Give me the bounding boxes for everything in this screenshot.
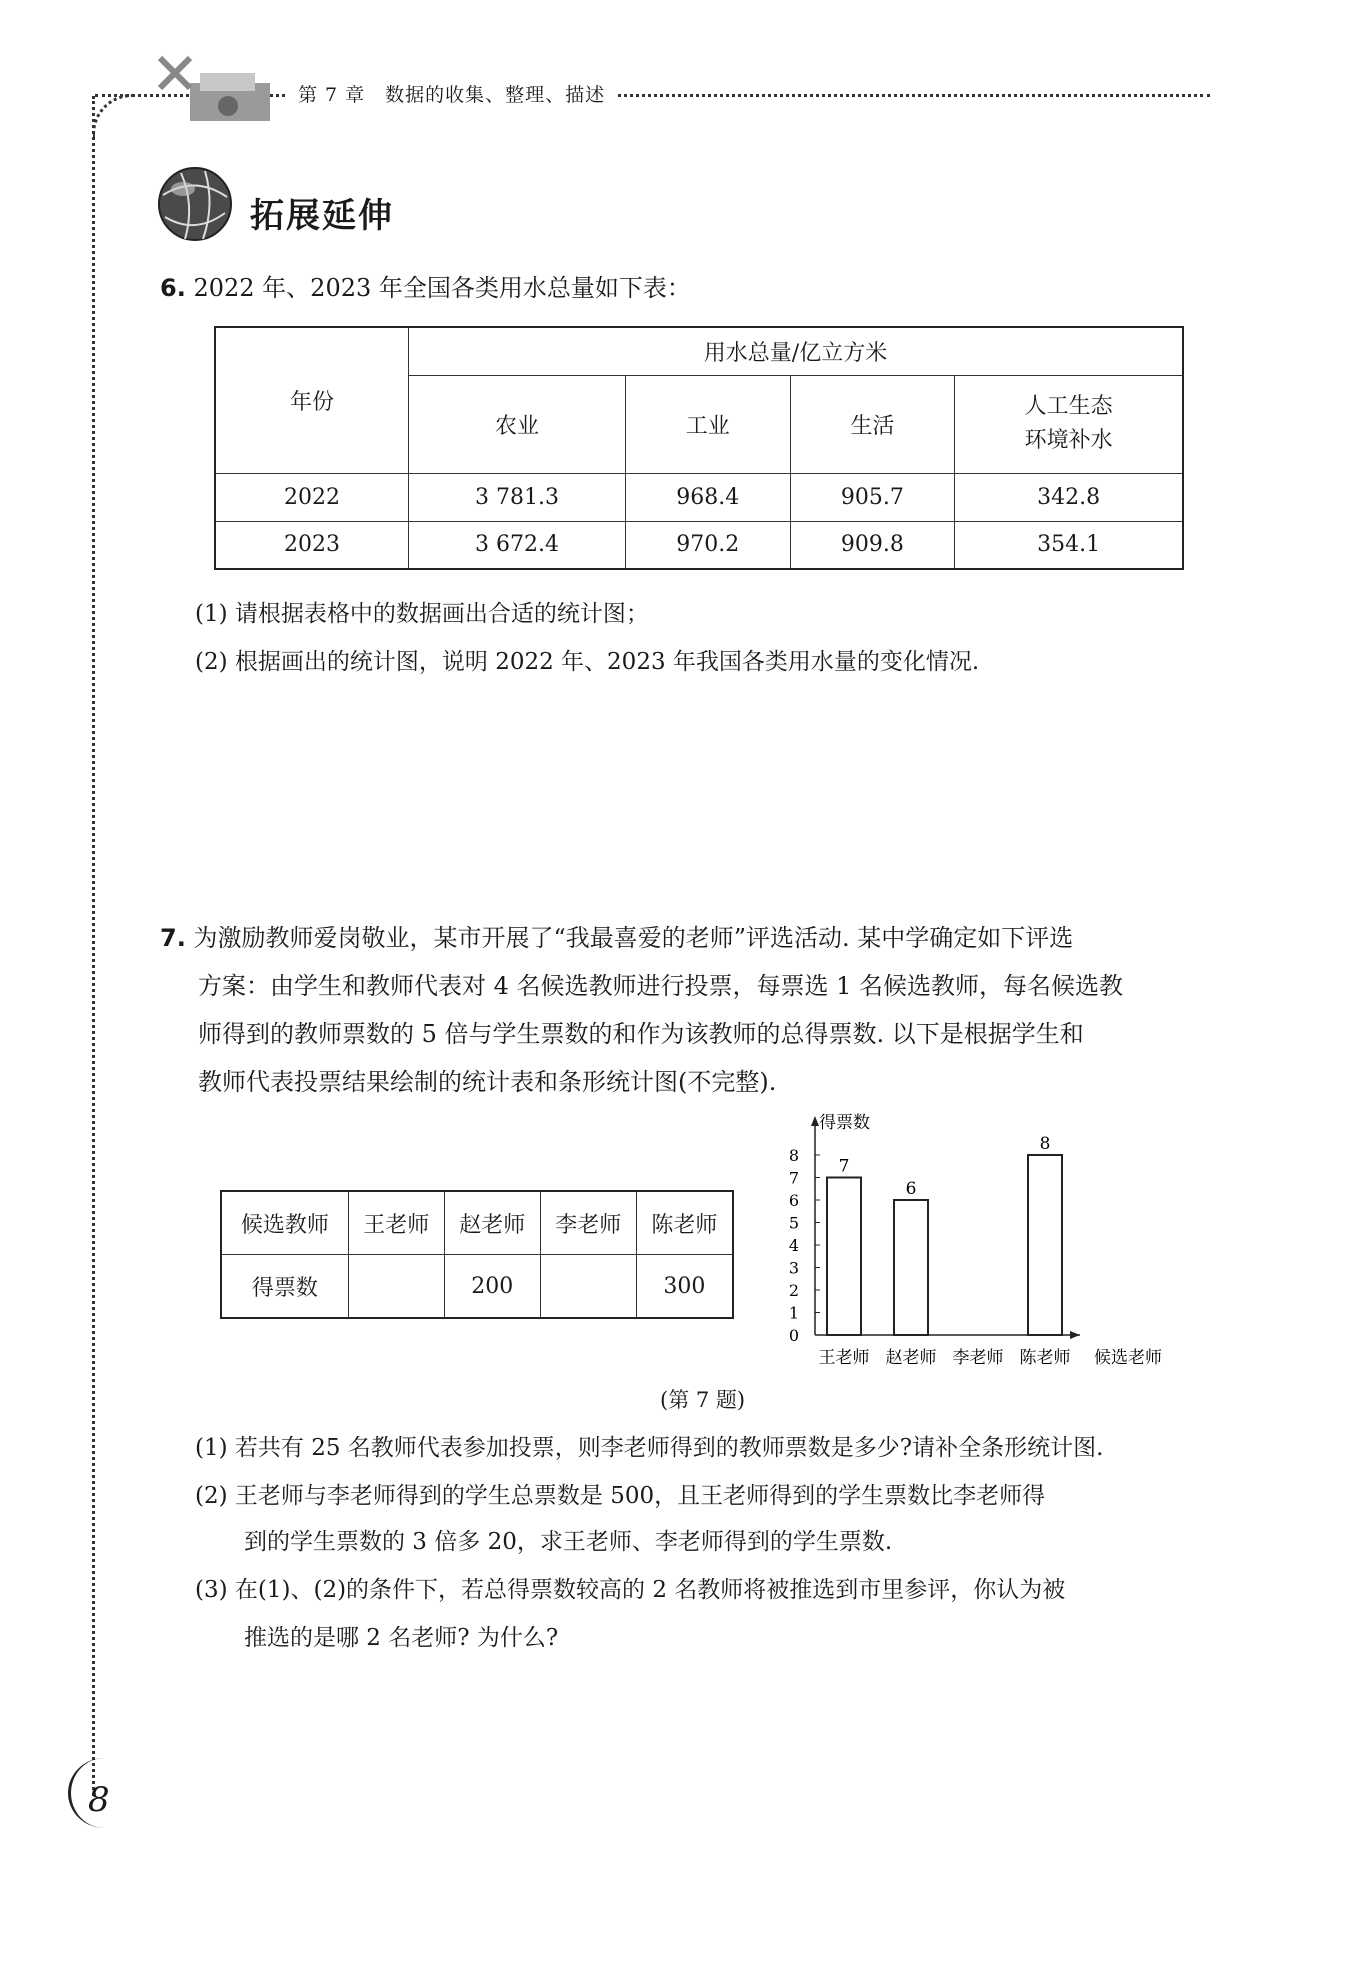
y-tick-label: 2 xyxy=(788,1281,799,1300)
bar-2 xyxy=(894,1200,928,1335)
table-header-agriculture: 农业 xyxy=(409,375,626,473)
bar-value-label: 8 xyxy=(1039,1134,1051,1154)
y-tick-label: 5 xyxy=(788,1213,799,1233)
bar-1 xyxy=(827,1178,861,1336)
y-tick-label: 7 xyxy=(788,1168,799,1188)
vote-table xyxy=(220,1190,734,1319)
question-6-stem: 6. 2022 年、2023 年全国各类用水总量如下表： xyxy=(160,274,691,302)
header-logo-icon xyxy=(150,48,285,128)
y-tick-label: 6 xyxy=(788,1191,799,1210)
table-header-living: 生活 xyxy=(790,375,955,473)
y-axis-label: 得票数 xyxy=(819,1113,870,1133)
question-7-sub-2a: (2) 王老师与李老师得到的学生总票数是 500，且王老师得到的学生票数比李老师得 xyxy=(195,1483,1046,1509)
y-tick-label: 3 xyxy=(788,1258,799,1278)
bar-value-label: 6 xyxy=(905,1179,917,1199)
side-dotted-line xyxy=(92,96,95,1796)
x-tick-label: 李老师 xyxy=(952,1348,1004,1368)
x-tick-label: 赵老师 xyxy=(885,1348,937,1368)
question-7-sub-2b: 到的学生票数的 3 倍多 20，求王老师、李老师得到的学生票数. xyxy=(244,1529,893,1555)
page-border-corner xyxy=(92,94,135,137)
table-row: 候选教师 王老师 赵老师 李老师 陈老师 xyxy=(221,1191,733,1255)
table-header-year: 年份 xyxy=(215,327,409,473)
y-tick-label: 4 xyxy=(788,1236,799,1255)
question-7-sub-3a: (3) 在(1)、(2)的条件下，若总得票数较高的 2 名教师将被推选到市里参评，你认为被 xyxy=(195,1577,1066,1603)
question-number: 7. xyxy=(160,924,186,952)
table-header-group: 用水总量/亿立方米 xyxy=(409,327,1184,375)
x-axis-label: 候选老师 xyxy=(1094,1348,1162,1368)
vote-bar-chart xyxy=(770,1110,1190,1380)
table-row: 2023 3 672.4 970.2 909.8 354.1 xyxy=(215,521,1183,569)
question-7-stem: 7. 为激励教师爱岗敬业，某市开展了“我最喜爱的老师”评选活动. 某中学确定如下评选 方案：由学生和教师代表对 4 名候选教师进行投票，每票选 1 名候选教师，每名候选教 师得到的教师票数的 5 倍与学生票数的和作为该教师的总得票数. 以下是根据学生和 教师代表投票结果绘制的统计表和条形统计图(不完整). xyxy=(160,924,1124,1096)
figure-caption: (第 7 题) xyxy=(660,1388,746,1412)
globe-icon xyxy=(155,165,235,243)
table-header-industry: 工业 xyxy=(625,375,790,473)
chapter-header: 第 7 章 数据的收集、整理、描述 xyxy=(288,80,615,107)
x-tick-label: 王老师 xyxy=(818,1348,870,1368)
question-number: 6. xyxy=(160,274,186,302)
table-row: 得票数 200 300 xyxy=(221,1255,733,1319)
y-tick-label: 8 xyxy=(788,1146,799,1165)
y-tick-label: 0 xyxy=(788,1326,799,1345)
question-7-sub-1: (1) 若共有 25 名教师代表参加投票，则李老师得到的教师票数是多少?请补全条形统计图. xyxy=(195,1435,1104,1461)
x-tick-label: 陈老师 xyxy=(1019,1348,1071,1368)
question-6-sub-2: (2) 根据画出的统计图，说明 2022 年、2023 年我国各类用水量的变化情况. xyxy=(195,649,980,675)
y-tick-label: 1 xyxy=(788,1303,799,1323)
section-title: 拓展延伸 xyxy=(250,196,394,236)
bar-4 xyxy=(1028,1155,1062,1335)
y-axis-arrow xyxy=(811,1116,819,1126)
question-6-sub-1: (1) 请根据表格中的数据画出合适的统计图； xyxy=(195,601,649,627)
table-row: 2022 3 781.3 968.4 905.7 342.8 xyxy=(215,473,1183,521)
table-header-ecology: 人工生态 环境补水 xyxy=(955,375,1183,473)
page-number: 8 xyxy=(88,1780,110,1820)
question-7-sub-3b: 推选的是哪 2 名老师? 为什么? xyxy=(244,1625,559,1651)
x-axis-arrow xyxy=(1070,1331,1080,1339)
bar-value-label: 7 xyxy=(838,1156,850,1177)
water-usage-table xyxy=(214,326,1184,570)
